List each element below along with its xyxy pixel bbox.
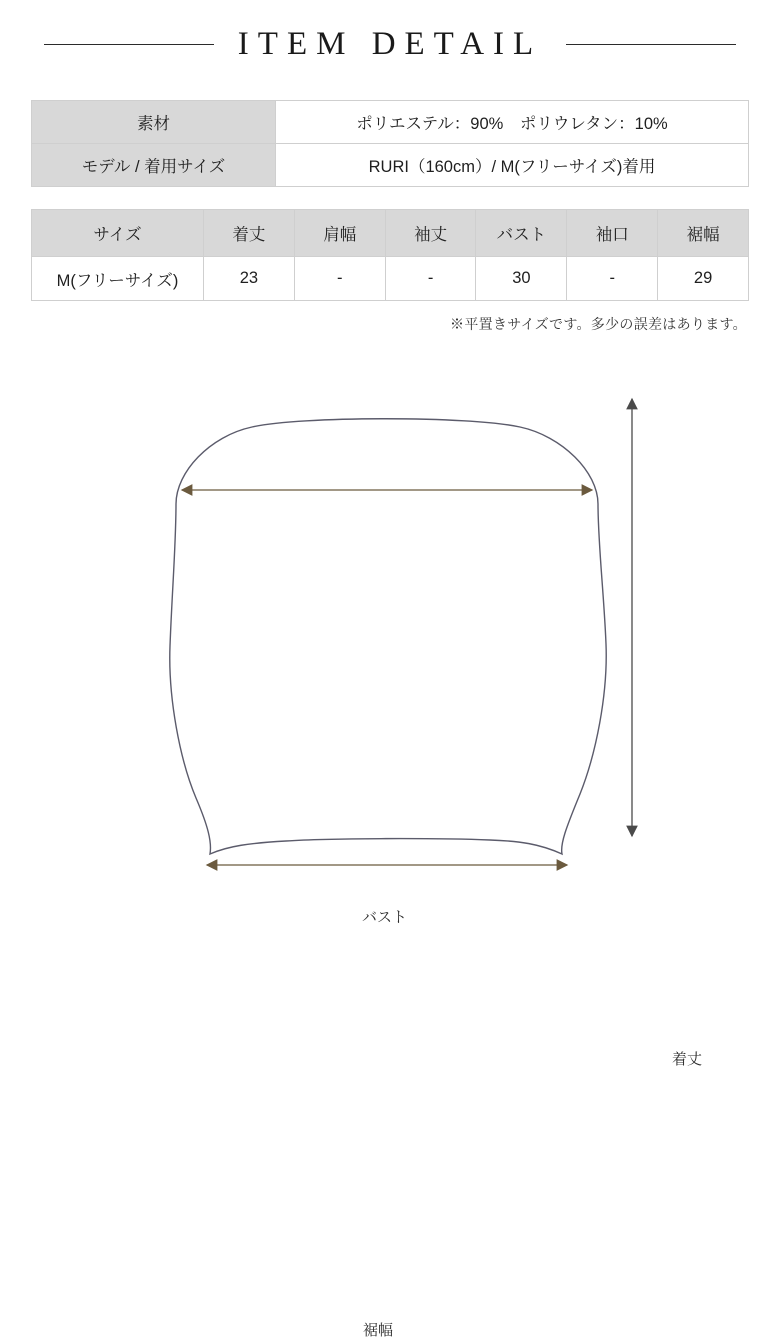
garment-outline-shape	[170, 419, 606, 854]
size-col-header: 着丈	[204, 210, 295, 257]
model-label: モデル / 着用サイズ	[32, 144, 276, 187]
garment-diagram	[0, 394, 780, 1339]
size-col-header: サイズ	[32, 210, 204, 257]
size-cell: M(フリーサイズ)	[32, 257, 204, 301]
material-value: ポリエステル：90% ポリウレタン：10%	[276, 101, 749, 144]
table-row	[32, 144, 749, 187]
size-col-header: 裾幅	[658, 210, 749, 257]
hem-dimension-label: 裾幅	[363, 1322, 394, 1339]
size-cell: 23	[204, 257, 295, 301]
size-col-header: 袖口	[567, 210, 658, 257]
size-col-header: バスト	[476, 210, 567, 257]
length-dimension-label: 着丈	[672, 1051, 703, 1068]
garment-diagram-svg	[0, 394, 780, 934]
page-title	[0, 26, 780, 63]
model-value: RURI（160cm）/ M(フリーサイズ)着用	[276, 144, 749, 187]
size-note: ※平置きサイズです。多少の誤差はあります。	[450, 316, 747, 332]
spec-tables	[0, 100, 780, 334]
bust-dimension-label: バスト	[362, 909, 408, 926]
size-cell: -	[567, 257, 658, 301]
size-cell: 29	[658, 257, 749, 301]
page-title-text: ITEM DETAIL	[237, 26, 543, 62]
table-row	[32, 257, 749, 301]
material-table	[31, 100, 749, 187]
size-cell: -	[385, 257, 476, 301]
material-label: 素材	[32, 101, 276, 144]
size-col-header: 袖丈	[385, 210, 476, 257]
size-col-header: 肩幅	[294, 210, 385, 257]
size-cell: -	[294, 257, 385, 301]
title-rule-left	[44, 44, 214, 45]
table-row	[32, 101, 749, 144]
size-table	[31, 209, 749, 301]
size-cell: 30	[476, 257, 567, 301]
table-header-row	[32, 210, 749, 257]
title-rule-right	[566, 44, 736, 45]
